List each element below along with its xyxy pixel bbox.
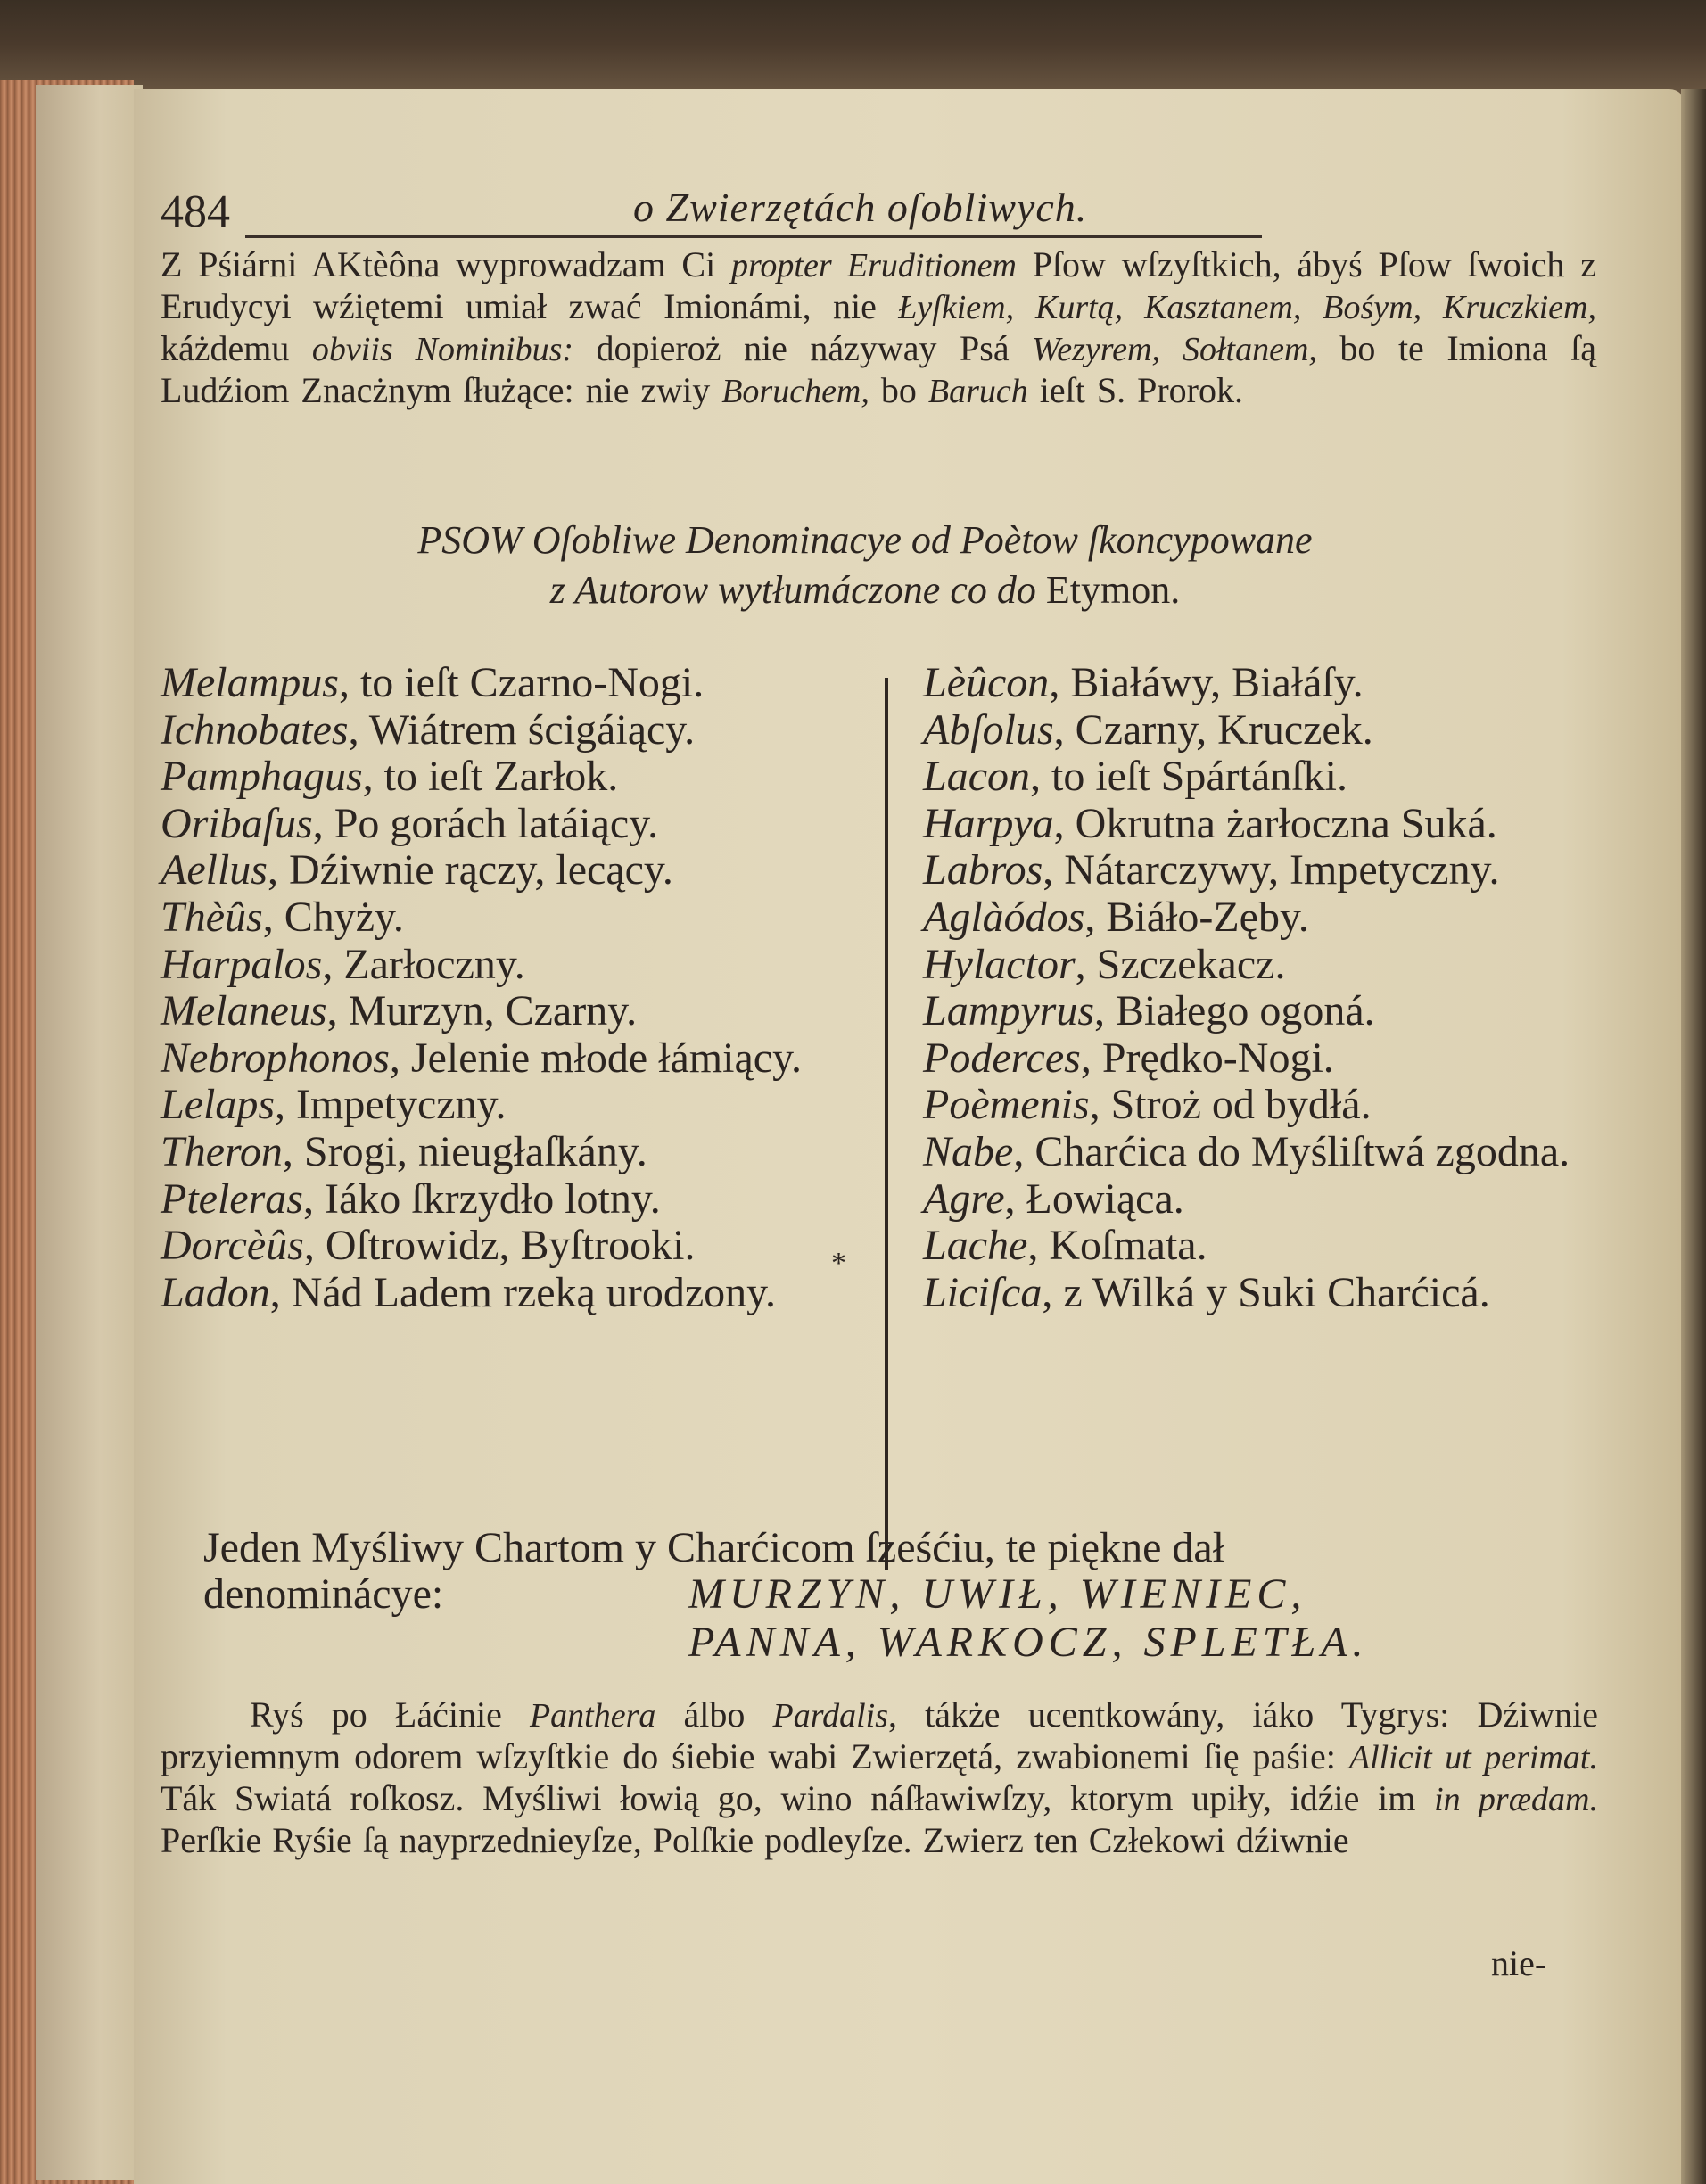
dog-meaning: , Dźiwnie rączy, lecący.	[267, 846, 673, 894]
dog-meaning: , Srogi, nieugłaſkány.	[282, 1127, 647, 1175]
dog-meaning: , Po gorách latáiący.	[312, 799, 659, 847]
list-item	[161, 847, 874, 894]
dog-meaning: , to ieſt Spártánſki.	[1030, 753, 1347, 801]
dog-name: Lelaps	[161, 1081, 276, 1129]
section-heading-line2	[161, 565, 1570, 615]
dog-name: Aellus	[161, 846, 268, 894]
dog-name: Harpya	[923, 799, 1054, 847]
list-item	[161, 1035, 874, 1083]
list-item	[923, 707, 1619, 754]
list-item	[161, 988, 874, 1035]
intro-text: ieſt S. Prorok.	[1027, 370, 1243, 410]
dog-meaning: , z Wilká y Suki Charćicá.	[1042, 1268, 1490, 1316]
dog-name: Harpalos	[161, 940, 323, 988]
intro-latin: propter Eruditionem	[731, 247, 1017, 284]
list-item	[161, 1176, 874, 1224]
list-item	[161, 801, 874, 848]
closing-latin: Pardalis	[772, 1697, 889, 1735]
closing-text: Perſkie Ryśie ſą nayprzednieyſze, Polſkie podleyſze. Zwierz ten Człekowi dźiwnie	[161, 1820, 1349, 1860]
dog-meaning: , Łowiąca.	[1004, 1174, 1184, 1223]
catchword: nie-	[1491, 1943, 1547, 1983]
dog-name: Theron	[161, 1127, 283, 1175]
intro-dog-names: Wezyrem, Sołtanem,	[1032, 331, 1317, 368]
dog-meaning: , Czarny, Kruczek.	[1053, 705, 1373, 754]
intro-latin: obviis Nominibus:	[311, 331, 574, 368]
dog-meaning: , Biáło-Zęby.	[1084, 893, 1309, 941]
column-divider	[885, 678, 888, 1570]
dog-name: Liciſca	[923, 1268, 1043, 1316]
dog-name: Abſolus	[923, 705, 1054, 754]
dog-name: Poèmenis	[923, 1081, 1090, 1129]
list-item	[923, 894, 1619, 942]
intro-dog-names: Łyſkiem, Kurtą, Kasztanem, Bośym, Kruczkiem,	[898, 289, 1596, 326]
list-item	[161, 894, 874, 942]
list-item	[161, 660, 874, 707]
dedication-names: MURZYN, UWIŁ, WIENIEC,	[688, 1570, 1307, 1618]
list-item	[923, 1176, 1619, 1224]
list-item	[923, 1270, 1619, 1317]
dog-meaning: , Białáwy, Białáſy.	[1049, 659, 1364, 706]
list-item	[161, 707, 874, 754]
dog-meaning: , to ieſt Czarno-Nogi.	[338, 659, 705, 706]
dog-name: Aglàódos	[923, 893, 1085, 941]
asterisk-mark: *	[831, 1247, 846, 1280]
closing-paragraph	[161, 1694, 1598, 1861]
intro-text: bo te Imiona ſą Ludźiom Znacżnym ſłużące: nie zwiy	[161, 328, 1596, 410]
closing-text: Ták Swiatá roſkosz. Myśliwi łowią go, wino náſławiwſzy, ktorym upiły, idźie im	[161, 1778, 1435, 1818]
dog-name: Melampus	[161, 659, 339, 706]
section-heading	[161, 515, 1570, 615]
dog-name: Ichnobates	[161, 705, 349, 754]
dog-name: Hylactor	[923, 940, 1076, 988]
dog-name: Poderces	[923, 1034, 1081, 1082]
list-item	[161, 1270, 874, 1317]
list-item	[923, 1129, 1619, 1176]
dog-name: Thèûs	[161, 893, 263, 941]
dog-meaning: , Jelenie młode łámiący.	[389, 1034, 802, 1082]
dog-name: Pteleras	[161, 1174, 303, 1223]
dog-meaning: , Charćica do Myśliſtwá zgodna.	[1013, 1127, 1570, 1175]
dog-meaning: , to ieſt Zarłok.	[362, 753, 619, 801]
dog-name: Agre	[923, 1174, 1005, 1223]
intro-text: Pſow wſzyſtkich, ábyś Pſow ſwoich z Erudycyi wźiętemi umiał zwać Imionámi, nie	[161, 244, 1596, 326]
dog-name: Labros	[923, 846, 1043, 894]
intro-dog-names: Baruch	[927, 373, 1028, 410]
dog-meaning: , Nád Ladem rzeką urodzony.	[269, 1268, 777, 1316]
closing-text: , tákże ucentkowány, iáko Tygrys: Dźiwnie przyiemnym odorem wſzyſtkie do śiebie wabi Zwierzętá, zwabionemi ſię paśie:	[161, 1694, 1598, 1776]
list-item	[923, 660, 1619, 707]
intro-text: dopieroż nie názyway Psá	[573, 328, 1033, 368]
dog-name: Lèûcon	[923, 659, 1050, 706]
intro-text: Z Pśiárni AKtèôna wyprowadzam Ci	[161, 244, 732, 284]
dog-name: Dorcèûs	[161, 1222, 304, 1270]
dog-meaning: , Wiátrem ścigáiący.	[348, 705, 696, 754]
closing-latin: Allicit ut perimat.	[1348, 1739, 1598, 1776]
dedication-label: denominácye:	[203, 1570, 444, 1618]
dog-meaning: , Koſmata.	[1027, 1222, 1207, 1270]
list-item	[161, 754, 874, 801]
page-shadow	[1681, 89, 1706, 2184]
list-item	[161, 942, 874, 989]
dog-meaning: , Okrutna żarłoczna Suká.	[1053, 799, 1497, 847]
dog-name: Oribaſus	[161, 799, 313, 847]
list-item	[161, 1129, 874, 1176]
dog-name: Nabe	[923, 1127, 1014, 1175]
dog-meaning: , Nátarczywy, Impetyczny.	[1043, 846, 1500, 894]
list-item	[923, 801, 1619, 848]
dog-meaning: , Chyży.	[262, 893, 404, 941]
dog-meaning: , Iáko ſkrzydło lotny.	[302, 1174, 661, 1223]
dog-meaning: , Murzyn, Czarny.	[326, 987, 638, 1035]
intro-dog-names: Boruchem,	[721, 373, 869, 410]
dog-name: Lampyrus	[923, 987, 1095, 1035]
page-gutter	[36, 85, 143, 2180]
running-head	[161, 178, 1605, 241]
dog-name: Lacon	[923, 753, 1030, 801]
list-item	[923, 1223, 1619, 1270]
left-name-column	[161, 660, 874, 1316]
list-item	[161, 1223, 874, 1270]
dog-name: Nebrophonos	[161, 1034, 390, 1082]
list-item	[161, 1082, 874, 1129]
closing-latin: Panthera	[529, 1697, 656, 1735]
closing-latin: in prædam.	[1434, 1781, 1598, 1818]
dog-meaning: , Impetyczny.	[275, 1081, 507, 1129]
list-item	[923, 1035, 1619, 1083]
book-top-edge	[0, 0, 1706, 98]
closing-text: álbo	[655, 1694, 773, 1735]
dedication-line: Jeden Myśliwy Chartom y Charćicom ſześćiu, te piękne dał	[203, 1524, 1225, 1571]
intro-text: káżdemu	[161, 328, 312, 368]
dedication-block	[203, 1524, 1595, 1666]
dog-meaning: , Oſtrowidz, Byſtrooki.	[303, 1222, 696, 1270]
dedication-names: PANNA, WARKOCZ, SPLETŁA.	[688, 1619, 1369, 1666]
dog-name: Melaneus	[161, 987, 327, 1035]
list-item	[923, 847, 1619, 894]
intro-text: bo	[869, 370, 928, 410]
page-number: 484	[161, 186, 230, 237]
right-name-column	[923, 660, 1619, 1316]
dog-name: Ladon	[161, 1268, 270, 1316]
list-item	[923, 988, 1619, 1035]
intro-paragraph	[161, 244, 1596, 412]
list-item	[923, 754, 1619, 801]
dog-meaning: , Stroż od bydłá.	[1089, 1081, 1372, 1129]
dog-name: Pamphagus	[161, 753, 363, 801]
section-heading-line1: PSOW Oſobliwe Denominacye od Poètow ſkoncypowane	[417, 518, 1313, 562]
section-heading-italic: z Autorow wytłumáczone co do	[549, 568, 1036, 612]
list-item	[923, 1082, 1619, 1129]
dog-meaning: , Szczekacz.	[1075, 940, 1286, 988]
section-heading-roman: Etymon.	[1035, 568, 1181, 612]
header-rule	[245, 235, 1262, 238]
dog-meaning: , Białego ogoná.	[1094, 987, 1375, 1035]
dog-meaning: , Prędko-Nogi.	[1080, 1034, 1334, 1082]
dog-name: Lache	[923, 1222, 1028, 1270]
list-item	[923, 942, 1619, 989]
dog-meaning: , Zarłoczny.	[322, 940, 525, 988]
closing-text: Ryś po Łáćinie	[250, 1694, 530, 1735]
running-title: o Zwierzętách oſobliwych.	[633, 185, 1088, 230]
